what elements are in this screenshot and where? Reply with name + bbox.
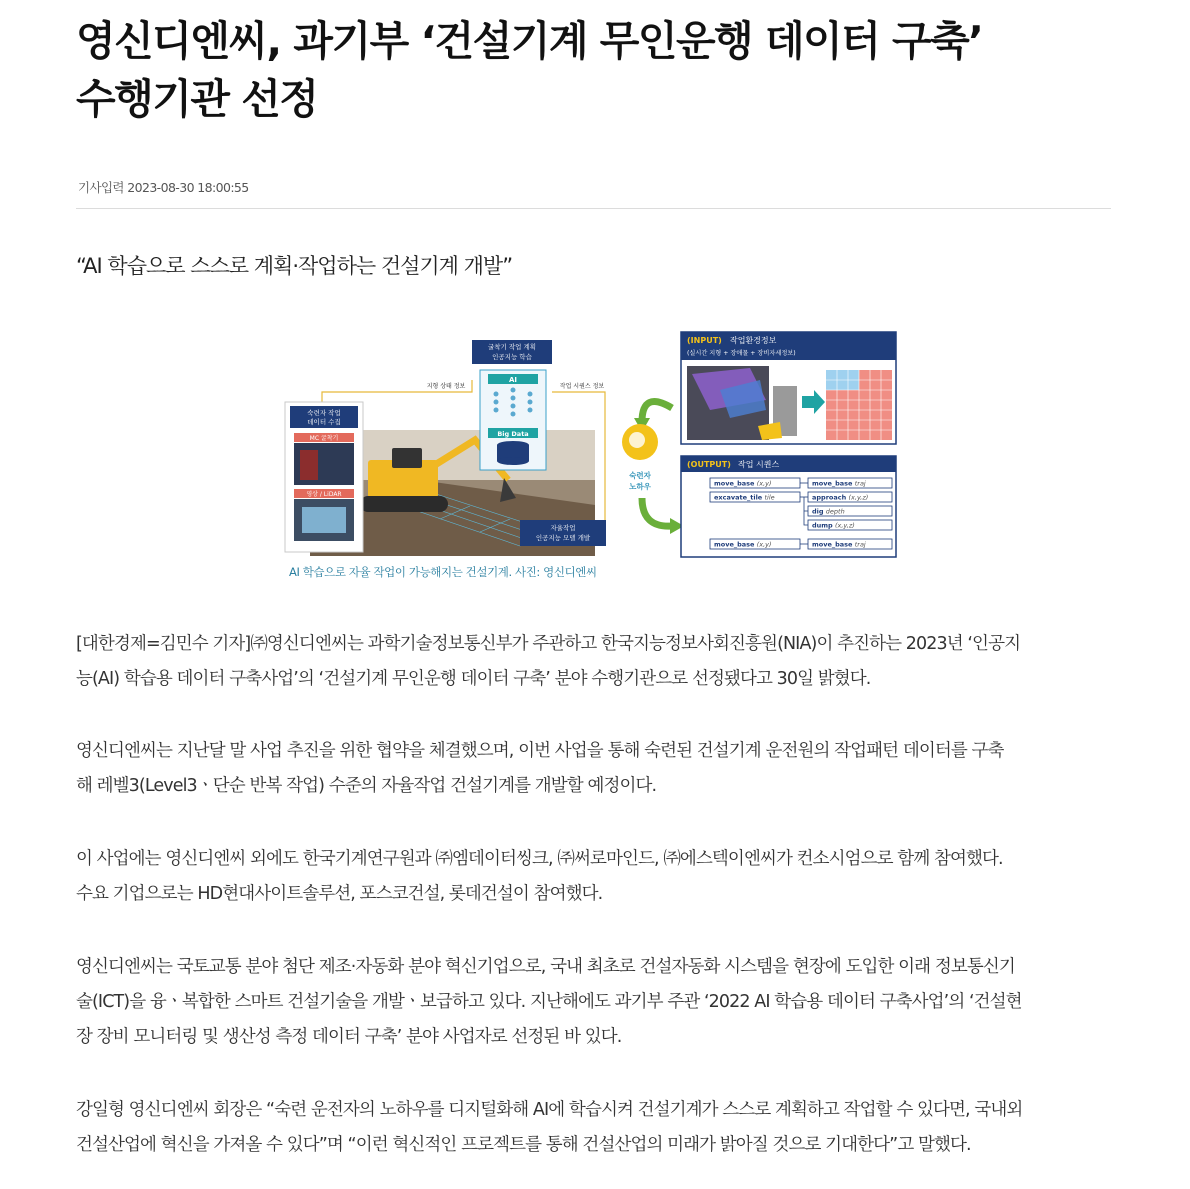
mc-label: MC 굴착기 <box>309 435 339 442</box>
sequence-step-text: dig depth <box>812 507 845 516</box>
mc-photo-detail <box>300 450 318 480</box>
big-data-label: Big Data <box>497 430 529 438</box>
arrow-down-icon <box>642 498 672 526</box>
input-title-b: 작업환경정보 <box>730 336 777 345</box>
input-title-a: (INPUT) <box>687 336 722 345</box>
skilled-label-1: 숙련자 작업 <box>307 409 341 417</box>
paragraph-3 <box>76 842 1116 912</box>
paragraph-2 <box>76 734 1116 804</box>
article-timestamp: 기사입력 2023-08-30 18:00:55 <box>78 180 249 195</box>
sequence-info-label: 작업 시퀀스 정보 <box>559 383 605 390</box>
paragraph-4-line-1: 영신디엔씨는 국토교통 분야 첨단 제조·자동화 분야 혁신기업으로, 국내 최초로 건설자동화 시스템을 현장에 도입한 이래 정보통신기 <box>76 957 1015 977</box>
sequence-step-text: move_base traj <box>812 540 866 549</box>
lidar-photo-detail <box>302 507 346 533</box>
plan-label-1: 굴착기 작업 계획 <box>487 343 537 351</box>
paragraph-1-line-1: [대한경제=김민수 기자]㈜영신디엔씨는 과학기술정보통신부가 주관하고 한국지능정보사회진흥원(NIA)이 추진하는 2023년 ‘인공지 <box>76 634 1021 654</box>
headline-line-2: 수행기관 선정 <box>76 75 318 123</box>
sequence-step-text: move_base traj <box>812 479 866 488</box>
skilled-label-2: 데이터 수집 <box>307 418 341 426</box>
paragraph-4-line-3: 장 장비 모니터링 및 생산성 측정 데이터 구축’ 분야 사업자로 선정된 바 있다. <box>76 1027 622 1047</box>
knowhow-label-1: 숙련자 <box>629 471 651 480</box>
figure-caption: AI 학습으로 자율 작업이 가능해지는 건설기계. 사진: 영신디엔씨 <box>289 565 597 579</box>
plan-label-2: 인공지능 학습 <box>492 353 532 361</box>
paragraph-5-line-2: 건설산업에 혁신을 가져올 수 있다”며 “이런 혁신적인 프로젝트를 통해 건설산업의 미래가 밝아질 것으로 기대한다”고 말했다. <box>76 1135 971 1155</box>
paragraph-3-line-2: 수요 기업으로는 HD현대사이트솔루션, 포스코건설, 롯데건설이 참여했다. <box>76 884 603 904</box>
sequence-step-text: dump (x,y,z) <box>812 521 855 530</box>
divider <box>76 208 1111 209</box>
paragraph-5-line-1: 강일형 영신디엔씨 회장은 “숙련 운전자의 노하우를 디지털화해 AI에 학습시켜 건설기계가 스스로 계획하고 작업할 수 있다면, 국내외 <box>76 1100 1023 1120</box>
lidar-label: 영상 / LiDAR <box>306 491 342 498</box>
article-subheadline: “AI 학습으로 스스로 계획·작업하는 건설기계 개발” <box>76 254 513 278</box>
headline-line-1: 영신디엔씨, 과기부 ‘건설기계 무인운행 데이터 구축’ <box>76 17 983 65</box>
article-headline <box>76 12 1116 128</box>
figure-diagram <box>280 330 898 560</box>
paragraph-4-line-2: 술(ICT)을 융ㆍ복합한 스마트 건설기술을 개발ㆍ보급하고 있다. 지난해에도 과기부 주관 ‘2022 AI 학습용 데이터 구축사업’의 ‘건설현 <box>76 992 1022 1012</box>
paragraph-2-line-2: 해 레벨3(Level3ㆍ단순 반복 작업) 수준의 자율작업 건설기계를 개발할 예정이다. <box>76 776 657 796</box>
auto-label-1: 자율작업 <box>550 524 576 532</box>
brain-icon <box>629 432 645 448</box>
output-title-b: 작업 시퀀스 <box>738 460 780 469</box>
sequence-step-text: move_base (x,y) <box>714 540 772 549</box>
paragraph-1-line-2: 능(AI) 학습용 데이터 구축사업’의 ‘건설기계 무인운행 데이터 구축’ 분야 수행기관으로 선정됐다고 30일 밝혔다. <box>76 669 871 689</box>
ai-label: AI <box>508 376 518 384</box>
paragraph-5 <box>76 1093 1116 1163</box>
sequence-step-text: excavate_tile tile <box>714 493 775 502</box>
database-icon <box>497 441 529 465</box>
paragraph-4 <box>76 950 1116 1055</box>
paragraph-2-line-1: 영신디엔씨는 지난달 말 사업 추진을 위한 협약을 체결했으며, 이번 사업을 통해 숙련된 건설기계 운전원의 작업패턴 데이터를 구축 <box>76 741 1004 761</box>
paragraph-1 <box>76 627 1116 697</box>
input-subtitle: (실시간 지형 + 장애물 + 장비자세정보) <box>687 350 796 357</box>
output-title-a: (OUTPUT) <box>687 460 731 469</box>
knowhow-label-2: 노하우 <box>629 482 651 491</box>
article-figure[interactable] <box>280 330 898 560</box>
sequence-step-text: move_base (x,y) <box>714 479 772 488</box>
auto-label-2: 인공지능 모델 개발 <box>535 534 591 542</box>
terrain-info-label: 지형 상태 정보 <box>426 383 466 390</box>
paragraph-3-line-1: 이 사업에는 영신디엔씨 외에도 한국기계연구원과 ㈜엠데이터씽크, ㈜써로마인드, ㈜에스텍이엔씨가 컨소시엄으로 함께 참여했다. <box>76 849 1003 869</box>
sequence-step-text: approach (x,y,z) <box>812 493 869 502</box>
